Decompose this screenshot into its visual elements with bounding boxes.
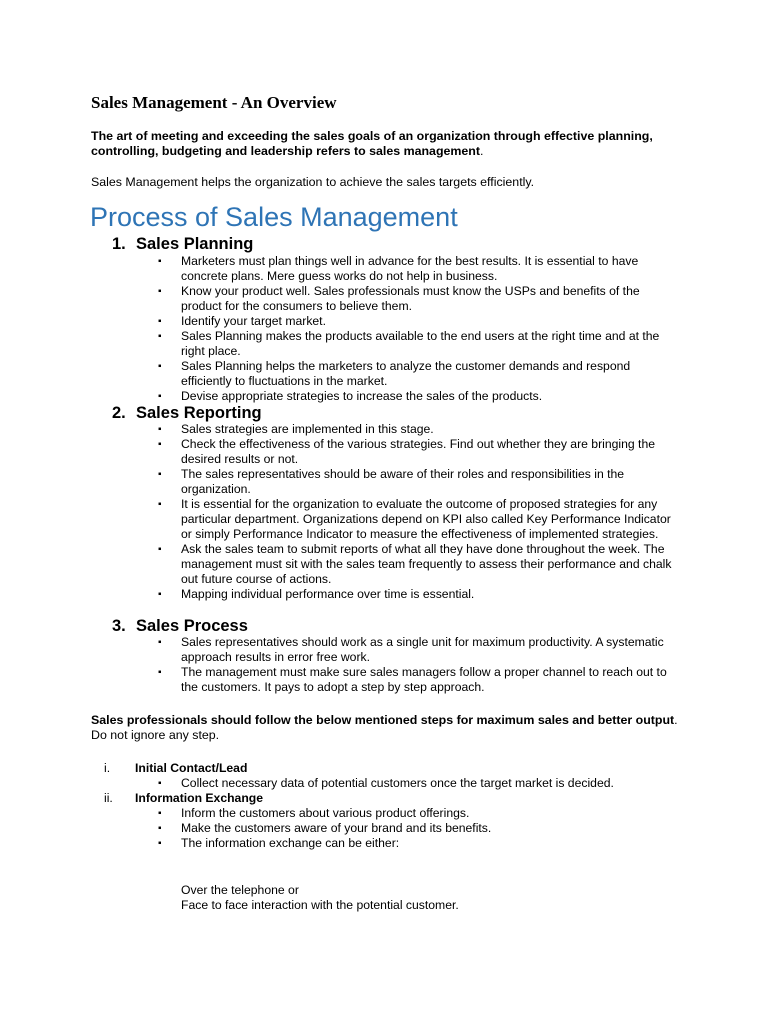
exchange-option-telephone: Over the telephone or: [181, 883, 299, 897]
bullet-item: ▪ Ask the sales team to submit reports of what all they have done throughout the week. The management must sit with the sales team frequently to assess their performance and chalk out future course of actions.: [181, 542, 681, 587]
bullet-item: ▪ Know your product well. Sales professionals must know the USPs and benefits of the product for the consumers to believe them.: [181, 284, 681, 314]
bullet-item: ▪ The sales representatives should be aware of their roles and responsibilities in the organization.: [181, 467, 681, 497]
intro-bold-text: The art of meeting and exceeding the sales goals of an organization through effective planning, controlling, budgeting and leadership refers to sales management: [91, 129, 653, 158]
step-label: Information Exchange: [135, 791, 263, 805]
bullet-item: ▪ It is essential for the organization to evaluate the outcome of proposed strategies for any particular department. Organizations depend on KPI also called Key Performance Indicator or simply Performance Indicator to measure the effectiveness of implemented strategies.: [181, 497, 681, 542]
steps-intro-paragraph: [91, 713, 691, 743]
bullet-item: ▪ Mapping individual performance over time is essential.: [181, 587, 681, 602]
section-heading-sales-process: [112, 616, 248, 636]
bullet-item: ▪ Collect necessary data of potential customers once the target market is decided.: [181, 776, 681, 791]
summary-paragraph: Sales Management helps the organization to achieve the sales targets efficiently.: [91, 175, 535, 189]
bullet-item: ▪ Devise appropriate strategies to increase the sales of the products.: [181, 389, 681, 404]
sales-planning-bullet-list: [181, 254, 681, 404]
section-number: 2.: [112, 404, 126, 422]
step-numeral: i.: [104, 761, 111, 775]
step-numeral: ii.: [104, 791, 113, 805]
bullet-item: ▪ The management must make sure sales managers follow a proper channel to reach out to the customers. It pays to adopt a step by step approach.: [181, 665, 681, 695]
steps-intro-tail-text: . Do not ignore any step.: [91, 713, 678, 742]
document-title: Sales Management - An Overview: [91, 93, 337, 112]
section-title: Sales Planning: [136, 235, 254, 253]
bullet-item: ▪ Make the customers aware of your brand and its benefits.: [181, 821, 681, 836]
exchange-option-face-to-face: Face to face interaction with the potential customer.: [181, 898, 459, 912]
bullet-item: ▪ Check the effectiveness of the various strategies. Find out whether they are bringing the desired results or not.: [181, 437, 681, 467]
bullet-item: ▪ Sales representatives should work as a single unit for maximum productivity. A systematic approach results in error free work.: [181, 635, 681, 665]
initial-contact-bullet-list: [181, 776, 681, 791]
section-heading-sales-reporting: [112, 403, 262, 423]
intro-tail-text: .: [480, 144, 484, 158]
bullet-item: ▪ Identify your target market.: [181, 314, 681, 329]
section-title: Sales Process: [136, 617, 248, 635]
information-exchange-bullet-list: [181, 806, 681, 851]
steps-intro-bold-text: Sales professionals should follow the below mentioned steps for maximum sales and better output: [91, 713, 675, 727]
bullet-item: ▪ Sales strategies are implemented in this stage.: [181, 422, 681, 437]
step-label: Initial Contact/Lead: [135, 761, 248, 775]
process-heading: Process of Sales Management: [90, 202, 458, 232]
bullet-item: ▪ The information exchange can be either:: [181, 836, 681, 851]
section-title: Sales Reporting: [136, 404, 262, 422]
bullet-item: ▪ Sales Planning makes the products available to the end users at the right time and at the right place.: [181, 329, 681, 359]
bullet-item: ▪ Marketers must plan things well in advance for the best results. It is essential to have concrete plans. Mere guess works do not help in business.: [181, 254, 681, 284]
section-number: 3.: [112, 617, 126, 635]
bullet-item: ▪ Inform the customers about various product offerings.: [181, 806, 681, 821]
section-number: 1.: [112, 235, 126, 253]
step-initial-contact: [104, 761, 247, 776]
sales-reporting-bullet-list: [181, 422, 681, 602]
step-information-exchange: [104, 791, 263, 806]
intro-paragraph: [91, 129, 691, 159]
section-heading-sales-planning: [112, 234, 253, 254]
bullet-item: ▪ Sales Planning helps the marketers to analyze the customer demands and respond efficiently to fluctuations in the market.: [181, 359, 681, 389]
sales-process-bullet-list: [181, 635, 681, 695]
